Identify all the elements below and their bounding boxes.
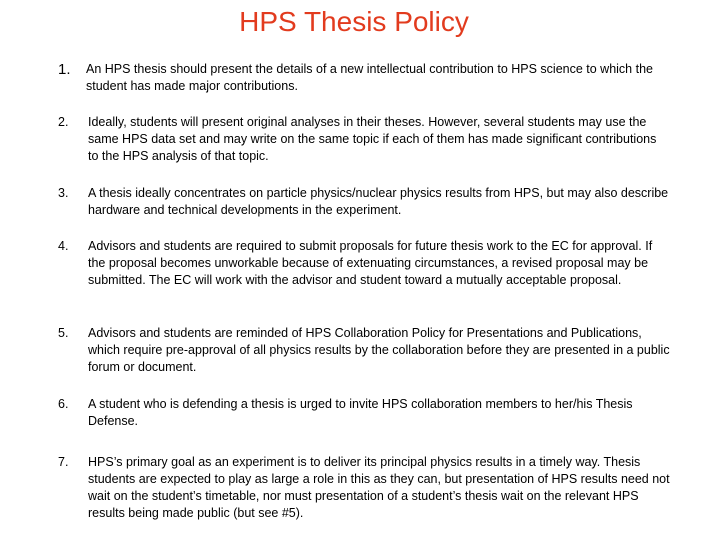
list-item bbox=[58, 238, 670, 289]
list-item bbox=[58, 396, 670, 430]
page-title: HPS Thesis Policy bbox=[239, 6, 469, 37]
list-item bbox=[58, 454, 670, 522]
list-item bbox=[58, 325, 670, 376]
item-number: 4. bbox=[58, 239, 69, 253]
item-text: An HPS thesis should present the details of a new intellectual contribution to HPS science to which the student has made major contributions. bbox=[86, 62, 653, 93]
list-item bbox=[58, 185, 670, 219]
item-number: 3. bbox=[58, 186, 69, 200]
list-item bbox=[58, 114, 670, 165]
list-item bbox=[58, 61, 670, 95]
item-number: 6. bbox=[58, 397, 69, 411]
item-text: Advisors and students are reminded of HPS Collaboration Policy for Presentations and Publications, which require pre-approval of all physics results by the collaboration before they are presented in a public forum or document. bbox=[88, 326, 670, 374]
item-text: A thesis ideally concentrates on particle physics/nuclear physics results from HPS, but may also describe hardware and technical developments in the experiment. bbox=[88, 186, 669, 217]
item-text: Ideally, students will present original analyses in their theses. However, several students may use the same HPS data set and may write on the same topic if each of them has made significant contributions to the HPS analysis of that topic. bbox=[88, 115, 657, 163]
item-text: Advisors and students are required to submit proposals for future thesis work to the EC for approval. If the proposal becomes unworkable because of extenuating circumstances, a revised proposal may be submitted. The EC will work with the advisor and student toward a mutually acceptable proposal. bbox=[88, 239, 653, 287]
item-number: 5. bbox=[58, 326, 69, 340]
item-text: A student who is defending a thesis is urged to invite HPS collaboration members to her/his Thesis Defense. bbox=[88, 397, 633, 428]
item-number: 2. bbox=[58, 115, 69, 129]
item-text: HPS’s primary goal as an experiment is to deliver its principal physics results in a timely way. Thesis students are expected to play as large a role in this as they can, but presentation of HPS results need not wait on the student’s timetable, nor must presentation of a student’s thesis wait on the relevant HPS results being made public (but see #5). bbox=[88, 455, 670, 520]
item-number: 7. bbox=[58, 455, 69, 469]
item-number: 1. bbox=[58, 61, 71, 78]
